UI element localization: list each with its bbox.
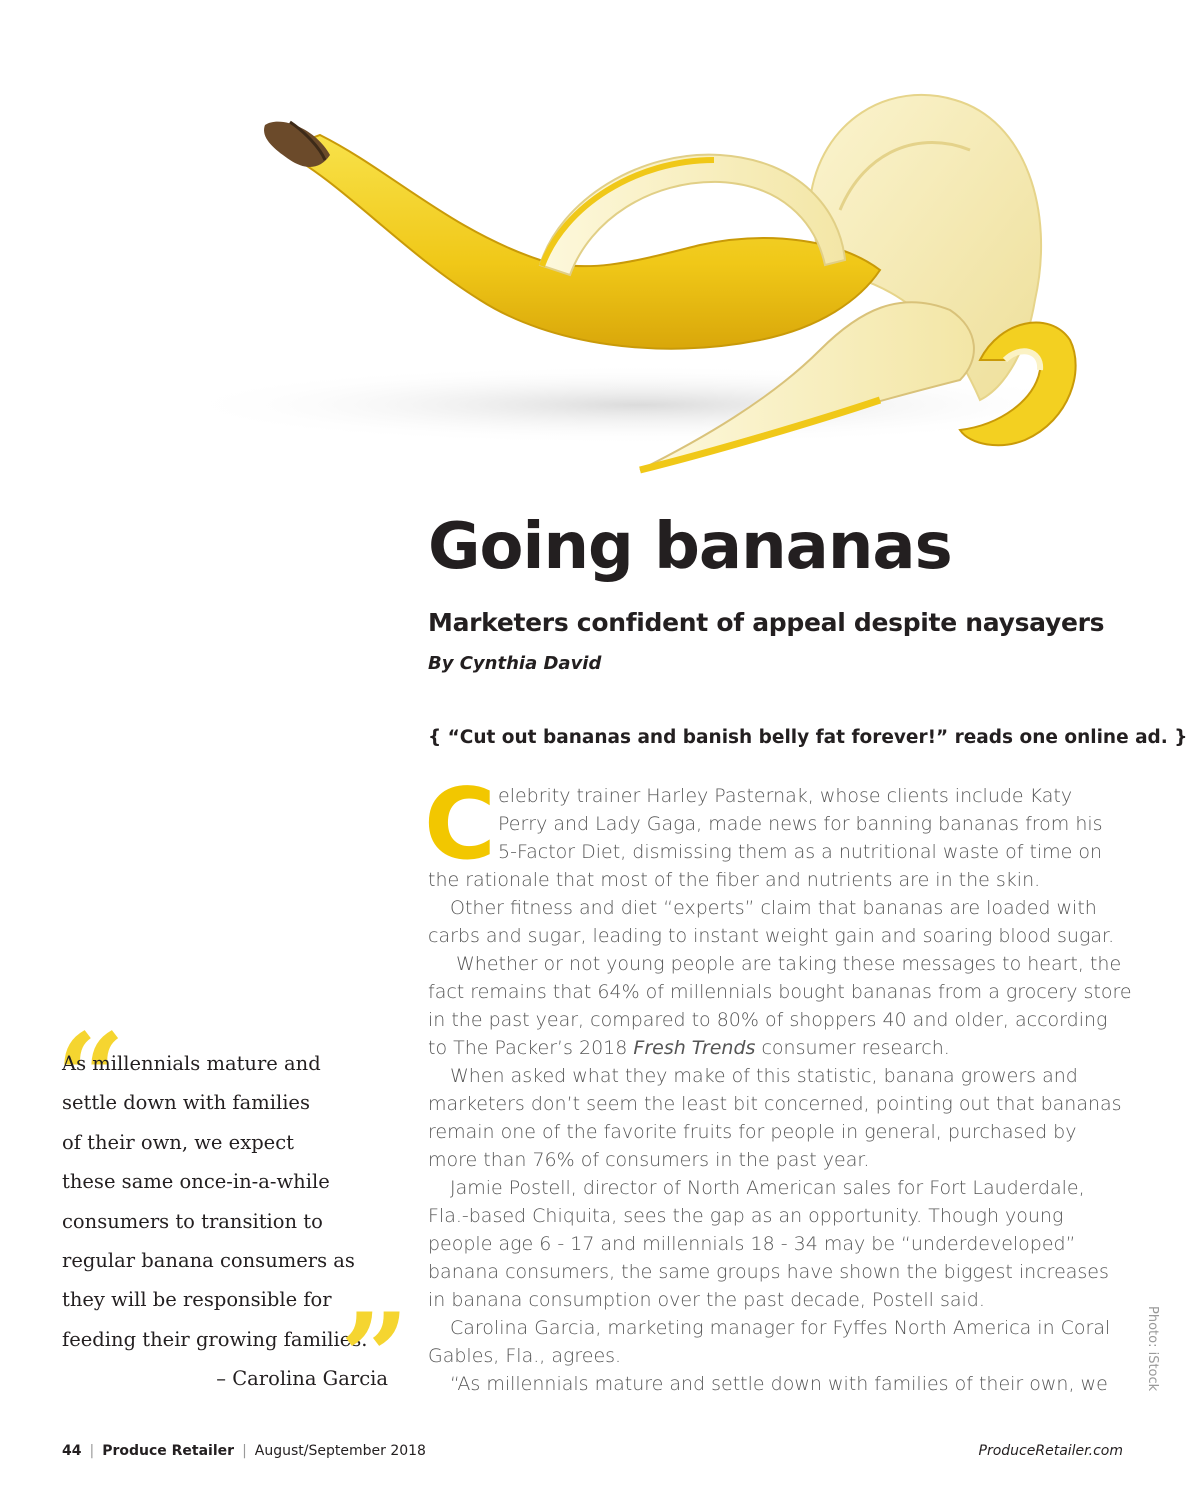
body-line: Whether or not young people are taking these messages to heart, the — [456, 953, 1122, 975]
body-line: When asked what they make of this statistic, banana growers and — [450, 1065, 1078, 1087]
body-line: banana consumers, the same groups have shown the biggest increases — [428, 1261, 1109, 1283]
pull-quote-line: consumers to transition to — [62, 1209, 323, 1233]
website-link[interactable]: ProduceRetailer.com — [978, 1443, 1123, 1459]
body-line: Carolina Garcia, marketing manager for Fyffes North America in Coral — [450, 1317, 1111, 1339]
body-line: Gables, Fla., agrees. — [428, 1345, 622, 1367]
pull-quote-line: settle down with families — [62, 1091, 310, 1115]
body-line: 5-Factor Diet, dismissing them as a nutritional waste of time on — [498, 841, 1103, 863]
pull-quote-line: of their own, we expect — [62, 1130, 294, 1154]
photo-credit: Photo: iStock — [1145, 1306, 1160, 1392]
body-line: fact remains that 64% of millennials bought bananas from a grocery store — [428, 981, 1132, 1003]
body-text: consumer research. — [755, 1037, 950, 1059]
body-line: Jamie Postell, director of North American sales for Fort Lauderdale, — [450, 1177, 1085, 1199]
pull-quote-line: they will be responsible for — [62, 1288, 332, 1312]
body-line: people age 6 - 17 and millennials 18 - 34 may be “underdeveloped” — [428, 1233, 1076, 1255]
body-line — [428, 1034, 1138, 1062]
pull-quote-line: feeding their growing families. — [62, 1327, 368, 1351]
publication-title-italic: Fresh Trends — [633, 1037, 756, 1059]
pull-quote-attribution: – Carolina Garcia — [216, 1367, 388, 1391]
issue-date: August/September 2018 — [254, 1443, 426, 1459]
body-line: more than 76% of consumers in the past year. — [428, 1149, 870, 1171]
body-line: in banana consumption over the past decade, Postell said. — [428, 1289, 985, 1311]
article-body — [424, 768, 1138, 1398]
open-quote-mark: “ — [56, 1007, 126, 1148]
body-line: elebrity trainer Harley Pasternak, whose clients include Katy — [498, 785, 1073, 807]
pull-quote-line: these same once-in-a-while — [62, 1170, 330, 1194]
body-line: the rationale that most of the fiber and nutrients are in the skin. — [428, 869, 1041, 891]
publication-name: Produce Retailer — [102, 1443, 235, 1459]
body-line: in the past year, compared to 80% of shoppers 40 and older, according — [428, 1009, 1108, 1031]
intro-pull-line: { “Cut out bananas and banish belly fat forever!” reads one online ad. } — [428, 727, 1188, 748]
footer-divider: | — [89, 1443, 95, 1459]
page-footer — [62, 1443, 426, 1459]
body-line: Perry and Lady Gaga, made news for banning bananas from his — [498, 813, 1103, 835]
banana-photo — [120, 60, 1120, 530]
article-title: Going bananas — [428, 510, 952, 584]
footer-divider: | — [242, 1443, 247, 1459]
body-line: marketers don’t seem the least bit concerned, pointing out that bananas — [428, 1093, 1122, 1115]
page-number: 44 — [62, 1443, 82, 1459]
article-subtitle: Marketers confident of appeal despite naysayers — [428, 608, 1105, 637]
byline: By Cynthia David — [428, 653, 602, 674]
pull-quote-line: regular banana consumers as — [62, 1249, 355, 1273]
close-quote-mark: ” — [340, 1287, 410, 1428]
body-text: to The Packer’s 2018 — [428, 1037, 634, 1059]
drop-cap: C — [424, 768, 496, 882]
body-line: Fla.-based Chiquita, sees the gap as an opportunity. Though young — [428, 1205, 1064, 1227]
body-line: remain one of the favorite fruits for people in general, purchased by — [428, 1121, 1077, 1143]
pull-quote-line: As millennials mature and — [62, 1052, 321, 1075]
body-line: carbs and sugar, leading to instant weight gain and soaring blood sugar. — [428, 925, 1115, 947]
body-line: Other fitness and diet “experts” claim that bananas are loaded with — [450, 897, 1097, 919]
body-line: “As millennials mature and settle down with families of their own, we — [450, 1373, 1108, 1395]
